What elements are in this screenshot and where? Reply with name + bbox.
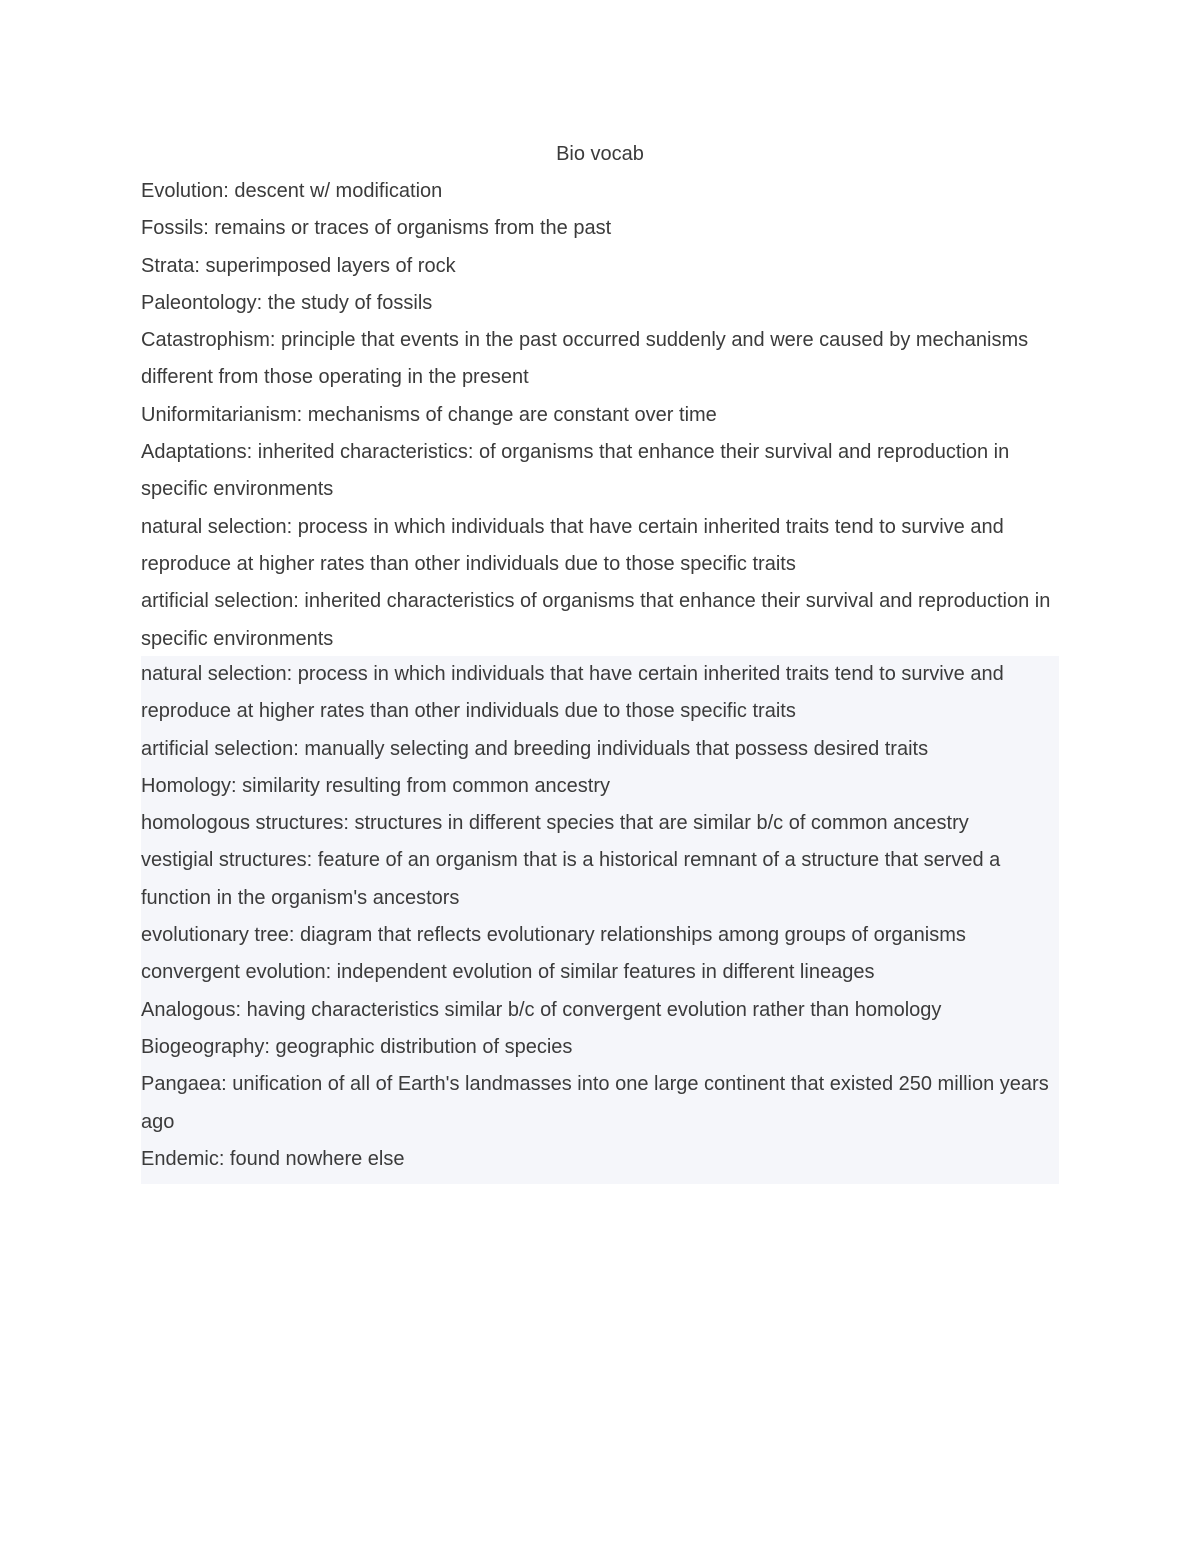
vocab-entry-convergent-evolution: convergent evolution: independent evolution of similar features in different lineages (141, 961, 875, 984)
vocab-entry-vestigial-structures: vestigial structures: feature of an organism that is a historical remnant of a structure that served a function in the organism's ancestors (141, 849, 1001, 909)
vocab-entry-homology: Homology: similarity resulting from common ancestry (141, 774, 611, 797)
shaded-vocab-list (141, 656, 1059, 1184)
vocab-entry-natural-selection-repeat: natural selection: process in which individuals that have certain inherited traits tend to survive and reproduce at higher rates than other individuals due to those specific traits (141, 663, 1004, 723)
vocab-entry-biogeography: Biogeography: geographic distribution of species (141, 1035, 573, 1058)
vocab-entry-natural-selection: natural selection: process in which individuals that have certain inherited traits tend to survive and reproduce at higher rates than other individuals due to those specific traits (141, 515, 1004, 575)
vocab-entry-evolutionary-tree: evolutionary tree: diagram that reflects evolutionary relationships among groups of organisms (141, 924, 966, 947)
vocab-entry-uniformitarianism: Uniformitarianism: mechanisms of change are constant over time (141, 403, 717, 426)
vocab-entry-paleontology: Paleontology: the study of fossils (141, 291, 433, 314)
vocab-entry-artificial-selection-revised: artificial selection: manually selecting and breeding individuals that possess desired traits (141, 737, 929, 760)
vocab-entry-analogous: Analogous: having characteristics similar b/c of convergent evolution rather than homology (141, 998, 942, 1021)
document-title: Bio vocab (556, 143, 644, 165)
vocab-entry-homologous-structures: homologous structures: structures in different species that are similar b/c of common ancestry (141, 812, 969, 835)
vocab-entry-strata: Strata: superimposed layers of rock (141, 254, 456, 277)
vocab-entry-adaptations: Adaptations: inherited characteristics: of organisms that enhance their survival and reproduction in specific environments (141, 441, 1010, 501)
vocab-entry-fossils: Fossils: remains or traces of organisms from the past (141, 217, 612, 240)
vocab-list (141, 173, 1059, 658)
vocab-entry-artificial-selection: artificial selection: inherited characteristics of organisms that enhance their survival and reproduction in specific environments (141, 590, 1051, 650)
vocab-entry-evolution: Evolution: descent w/ modification (141, 180, 443, 202)
vocab-entry-pangaea: Pangaea: unification of all of Earth's landmasses into one large continent that existed 250 million years ago (141, 1073, 1049, 1133)
vocab-entry-endemic: Endemic: found nowhere else (141, 1147, 405, 1170)
vocab-entry-catastrophism: Catastrophism: principle that events in the past occurred suddenly and were caused by mechanisms different from those operating in the present (141, 329, 1029, 389)
